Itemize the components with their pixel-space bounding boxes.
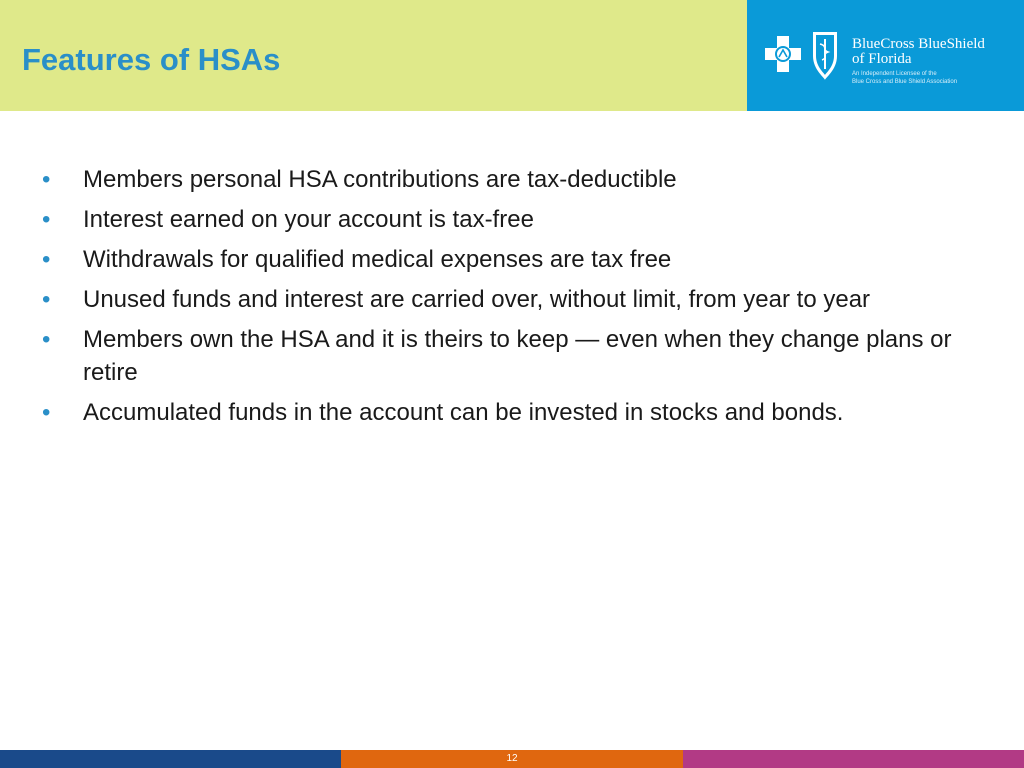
bullet-icon: •: [42, 326, 51, 353]
footer-segment-magenta: [683, 750, 1024, 768]
bullet-icon: •: [42, 399, 51, 426]
blue-shield-icon: [813, 32, 837, 80]
blue-cross-icon: [765, 36, 801, 72]
bullet-item: [42, 203, 977, 236]
logo-tagline-line2: Blue Cross and Blue Shield Association: [852, 79, 958, 85]
bullet-item: [42, 243, 977, 276]
bullet-icon: •: [42, 206, 51, 233]
bullet-icon: •: [42, 246, 51, 273]
logo-panel: [747, 0, 1024, 111]
logo-tagline-line1: An Independent Licensee of the: [852, 71, 937, 77]
bcbs-logo-icon: [761, 24, 851, 88]
slide-title: Features of HSAs: [22, 42, 281, 77]
footer-bar: [0, 750, 1024, 768]
bullet-text: Accumulated funds in the account can be invested in stocks and bonds.: [83, 399, 844, 426]
bullet-text: Interest earned on your account is tax-free: [83, 206, 534, 233]
bullet-text: Members personal HSA contributions are tax-deductible: [83, 166, 677, 193]
bullet-text: Members own the HSA and it is theirs to keep — even when they change plans or retire: [83, 326, 952, 386]
footer-segment-blue: [0, 750, 341, 768]
bullet-text: Withdrawals for qualified medical expenses are tax free: [83, 246, 672, 273]
logo-wordmark-line1: BlueCross BlueShield: [852, 36, 985, 52]
footer-segment-orange: [341, 750, 683, 768]
logo-wordmark-line2: of Florida: [852, 51, 912, 67]
title-bar: [0, 0, 747, 111]
bullet-icon: •: [42, 286, 51, 313]
bullet-item: [42, 163, 977, 196]
bullet-list: [42, 163, 977, 436]
bullet-item: [42, 396, 977, 429]
bullet-icon: •: [42, 166, 51, 193]
page-number: 12: [506, 753, 518, 764]
bullet-item: [42, 283, 977, 316]
bullet-item: [42, 323, 977, 389]
bullet-text: Unused funds and interest are carried over, without limit, from year to year: [83, 286, 871, 313]
